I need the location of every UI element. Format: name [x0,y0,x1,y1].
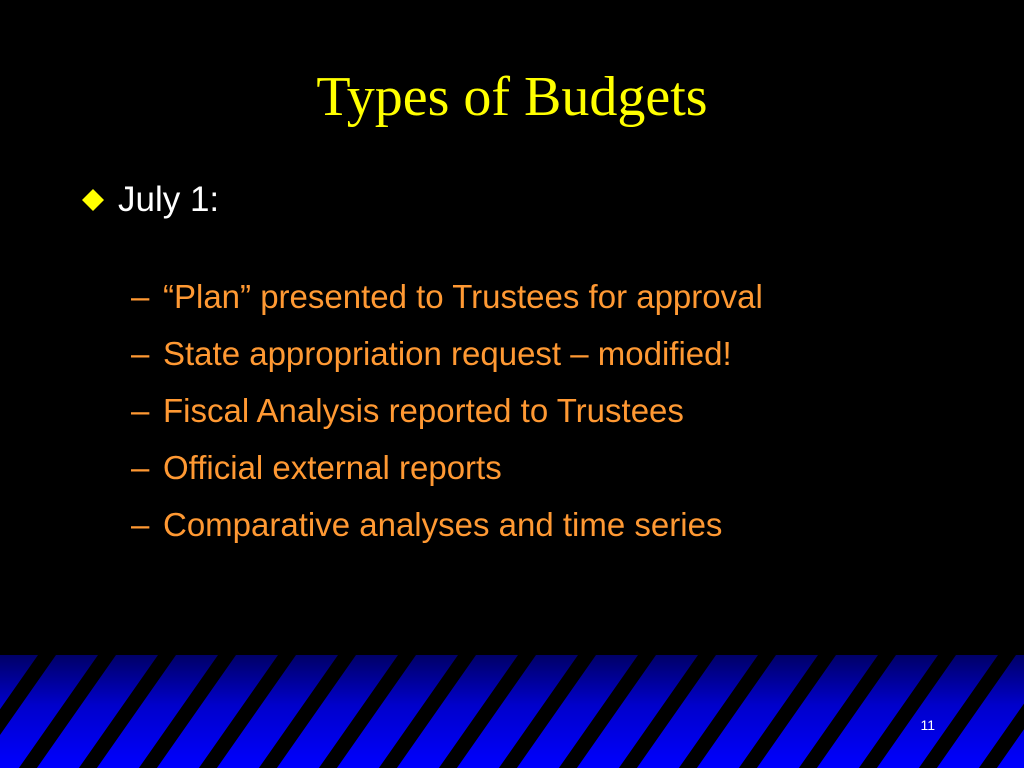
sub-item-dash: – [131,335,150,372]
sub-item-list [131,273,763,558]
bullet-item [82,176,219,224]
sub-item [131,444,763,501]
sub-item-text: “Plan” presented to Trustees for approval [163,278,763,315]
striped-footer-band [0,655,1024,768]
sub-item [131,273,763,330]
sub-item [131,387,763,444]
sub-item-dash: – [131,506,150,543]
sub-item-text: Comparative analyses and time series [163,506,723,543]
bullet-text: July 1: [118,180,220,219]
sub-item-text: Official external reports [163,449,502,486]
sub-item [131,501,763,558]
diamond-bullet-icon [82,189,104,211]
page-number: 11 [920,717,935,733]
sub-item-text: State appropriation request – modified! [163,335,732,372]
sub-item-dash: – [131,392,150,429]
sub-item-dash: – [131,278,150,315]
sub-item-dash: – [131,449,150,486]
slide-title: Types of Budgets [316,66,708,128]
sub-item [131,330,763,387]
sub-item-text: Fiscal Analysis reported to Trustees [163,392,684,429]
